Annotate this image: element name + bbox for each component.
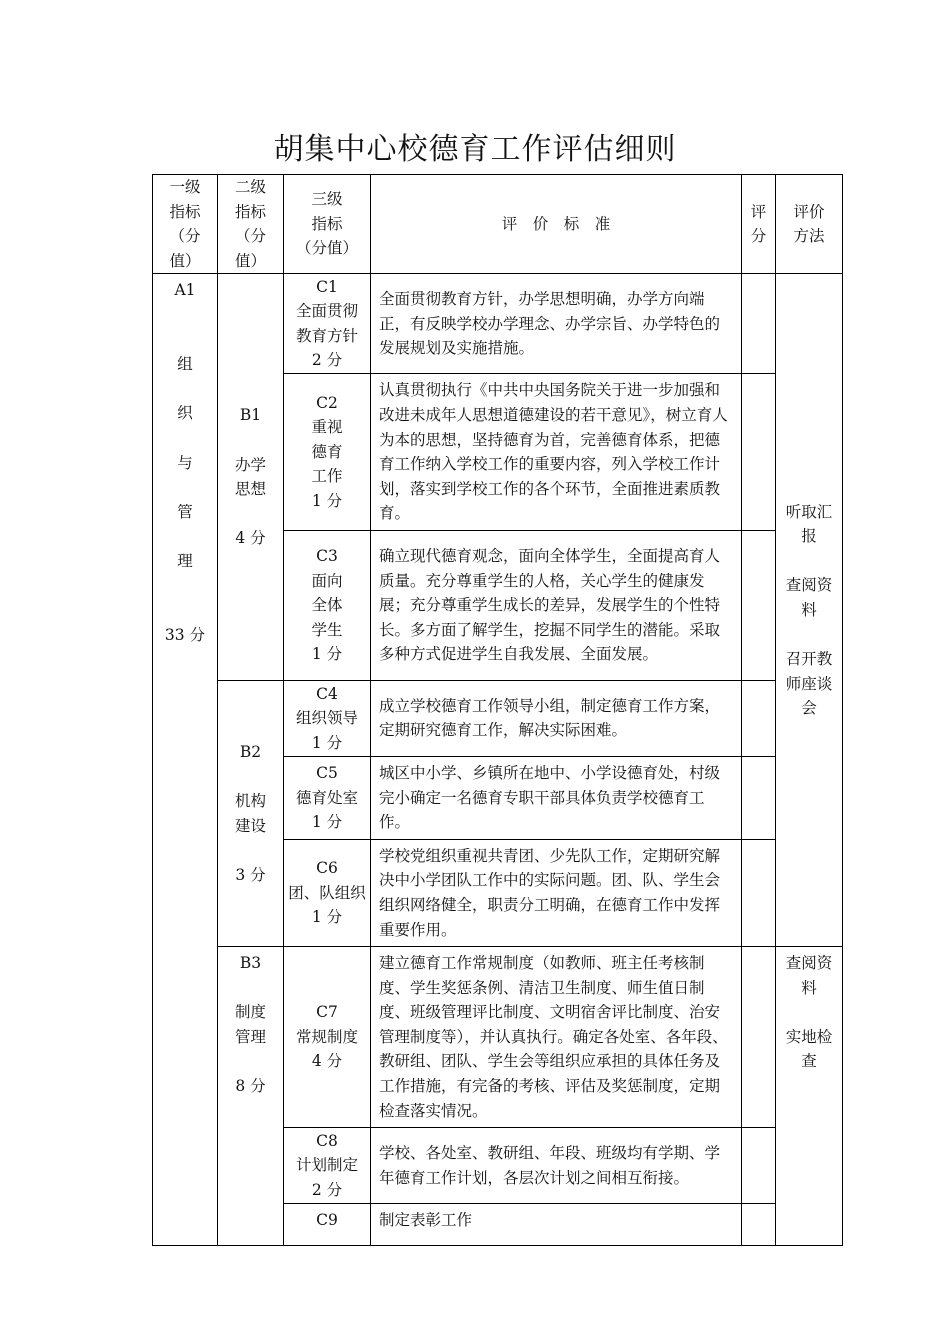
level3-c4: C4 组织领导 1 分 (284, 680, 371, 756)
standard-c8: 学校、各处室、教研组、年段、班级均有学期、学年德育工作计划，各层次计划之间相互衔接。 (371, 1128, 742, 1204)
level3-c2: C2 重视 德育 工作 1 分 (284, 374, 371, 531)
level2-b3: B3 制度 管理 8 分 (218, 947, 284, 1246)
header-level1: 一级 指标 （分 值） (153, 175, 218, 274)
level1-a1: A1 组 织 与 管 理 33 分 (153, 274, 218, 1246)
standard-c2: 认真贯彻执行《中共中央国务院关于进一步加强和改进未成年人思想道德建设的若干意见》，树立育人为本的思想，坚持德育为首，完善德育体系，把德育工作纳入学校工作的重要内容，列入学校工作计划，落实到学校工作的各个环节，全面推进素质教育。 (371, 374, 742, 531)
score-c4[interactable] (742, 680, 776, 756)
header-row (153, 175, 843, 274)
page-title: 胡集中心校德育工作评估细则 (273, 132, 677, 167)
table-row (153, 680, 843, 756)
level3-c9: C9 (284, 1204, 371, 1246)
level3-c7: C7 常规制度 4 分 (284, 947, 371, 1128)
level3-c6: C6 团、队组织 1 分 (284, 839, 371, 946)
score-c7[interactable] (742, 947, 776, 1128)
standard-c6: 学校党组织重视共青团、少先队工作，定期研究解决中小学团队工作中的实际问题。团、队、学生会组织网络健全，职责分工明确，在德育工作中发挥重要作用。 (371, 839, 742, 946)
level3-c8: C8 计划制定 2 分 (284, 1128, 371, 1204)
table-row (153, 947, 843, 1128)
score-c8[interactable] (742, 1128, 776, 1204)
header-score: 评 分 (742, 175, 776, 274)
header-level3: 三级 指标 （分值） (284, 175, 371, 274)
standard-c7: 建立德育工作常规制度（如教师、班主任考核制度、学生奖惩条例、清洁卫生制度、师生值日制度、班级管理评比制度、文明宿舍评比制度、治安管理制度等），并认真执行。确定各处室、各年段、教研组、团队、学生会等组织应承担的具体任务及工作措施，有完备的考核、评估及奖惩制度，定期检查落实情况。 (371, 947, 742, 1128)
header-standard: 评 价 标 准 (371, 175, 742, 274)
method-group-2: 查阅资 料 实地检 查 (776, 947, 843, 1246)
evaluation-table (152, 174, 843, 1246)
method-group-1: 听取汇 报 查阅资 料 召开教 师座谈 会 (776, 274, 843, 947)
standard-c3: 确立现代德育观念，面向全体学生，全面提高育人质量。充分尊重学生的人格，关心学生的健康发展；充分尊重学生成长的差异，发展学生的个性特长。多方面了解学生，挖掘不同学生的潜能。采取多种方式促进学生自我发展、全面发展。 (371, 530, 742, 680)
score-c2[interactable] (742, 374, 776, 531)
score-c6[interactable] (742, 839, 776, 946)
level3-c1: C1 全面贯彻 教育方针 2 分 (284, 274, 371, 374)
score-c5[interactable] (742, 756, 776, 839)
header-level2: 二级 指标 （分 值） (218, 175, 284, 274)
level3-c5: C5 德育处室 1 分 (284, 756, 371, 839)
standard-c1: 全面贯彻教育方针，办学思想明确，办学方向端正，有反映学校办学理念、办学宗旨、办学特色的发展规划及实施措施。 (371, 274, 742, 374)
header-method: 评价 方法 (776, 175, 843, 274)
level2-b1: B1 办学 思想 4 分 (218, 274, 284, 681)
score-c3[interactable] (742, 530, 776, 680)
table-row (153, 274, 843, 374)
level3-c3: C3 面向 全体 学生 1 分 (284, 530, 371, 680)
standard-c4: 成立学校德育工作领导小组，制定德育工作方案，定期研究德育工作，解决实际困难。 (371, 680, 742, 756)
standard-c5: 城区中小学、乡镇所在地中、小学设德育处，村级完小确定一名德育专职干部具体负责学校德育工作。 (371, 756, 742, 839)
score-c1[interactable] (742, 274, 776, 374)
standard-c9: 制定表彰工作 (371, 1204, 742, 1246)
level2-b2: B2 机构 建设 3 分 (218, 680, 284, 946)
score-c9[interactable] (742, 1204, 776, 1246)
